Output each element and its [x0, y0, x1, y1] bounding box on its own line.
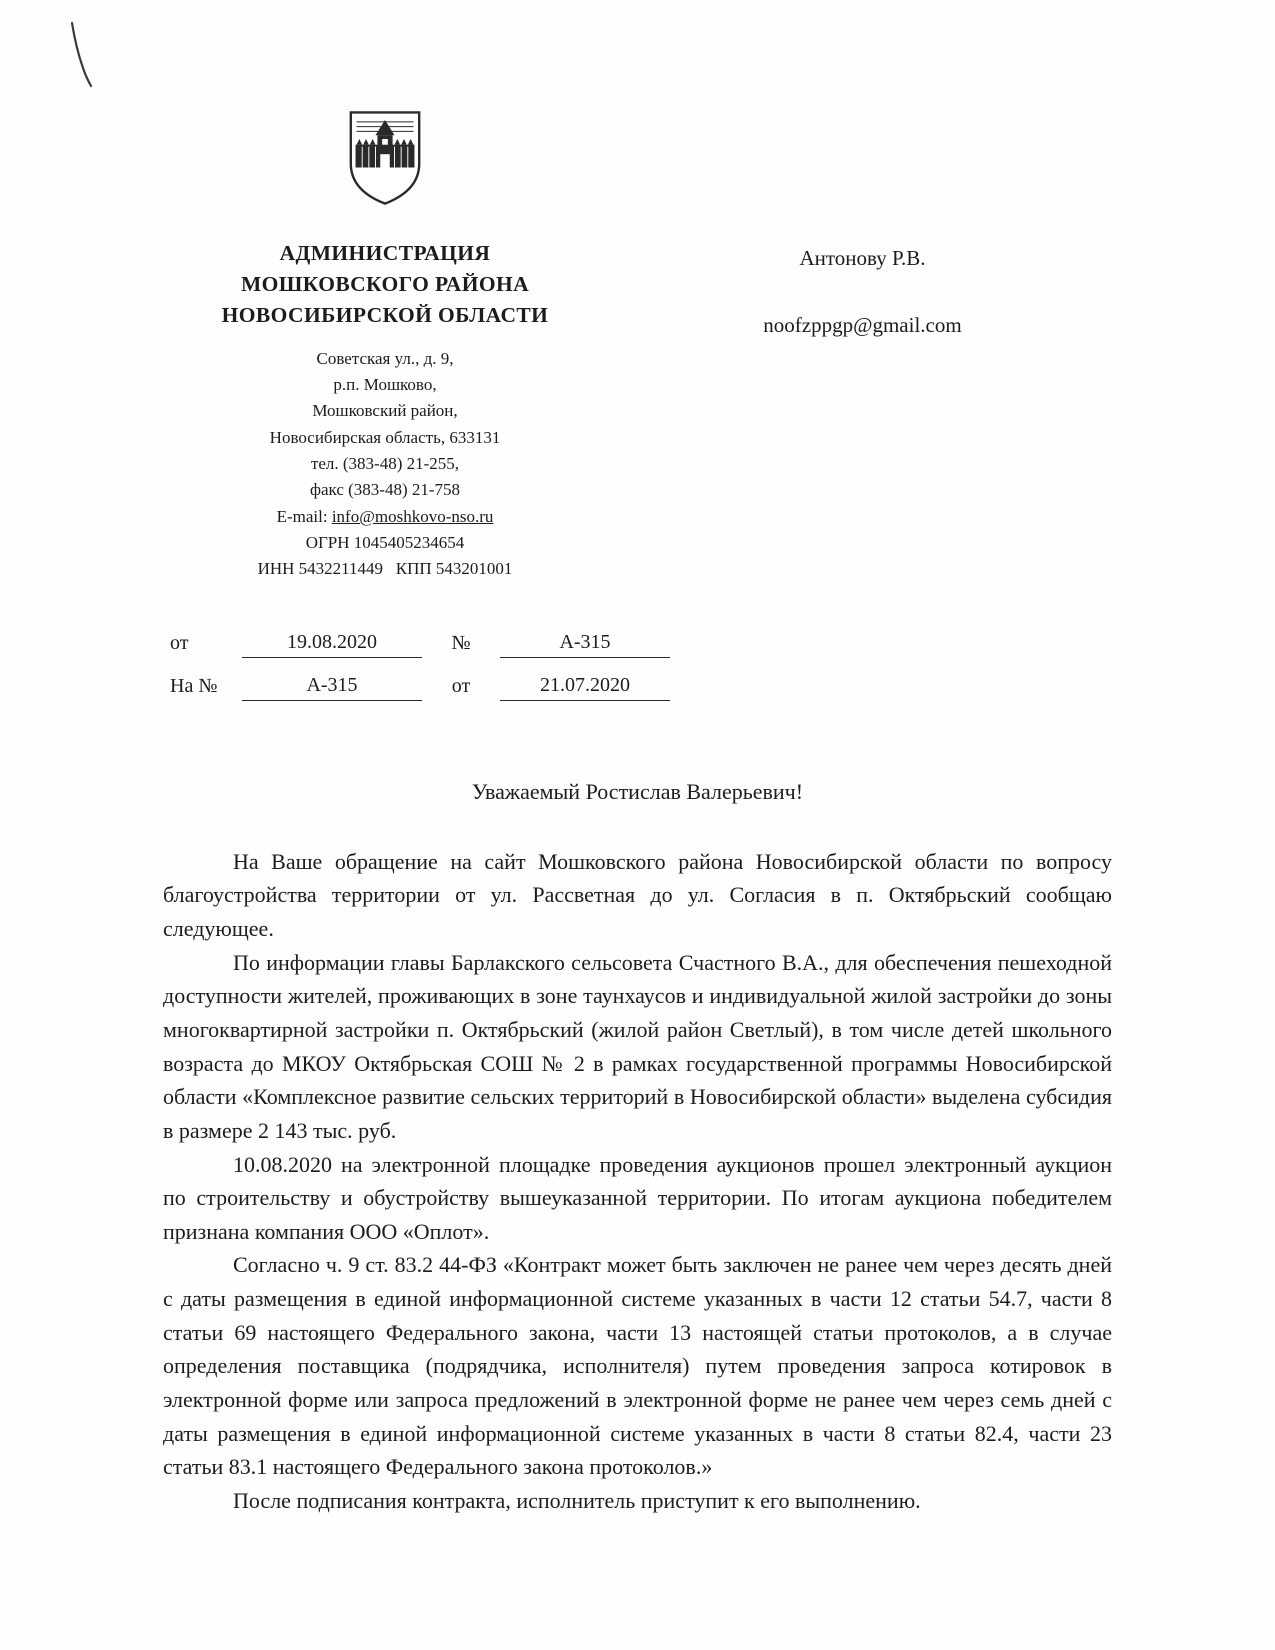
- body-paragraph: Согласно ч. 9 ст. 83.2 44-ФЗ «Контракт может быть заключен не ранее чем через десять дней с даты размещения в единой информационной системе указанных в части 12 статьи 54.7, части 8 статьи 69 настоящего Федерального закона, части 13 настоящей статьи протоколов, а в случае определения поставщика (подрядчика, исполнителя) путем проведения запроса котировок в электронной форме или запроса предложений в электронной форме не ранее чем через семь дней с даты размещения в единой информационной системе указанных в части 8 статьи 82.4, части 23 статьи 83.1 настоящего Федерального закона протоколов.»: [163, 1252, 1112, 1480]
- letter-body: [163, 845, 1112, 1518]
- org-name-line: АДМИНИСТРАЦИЯ: [279, 241, 491, 265]
- ref-from-label-2: от: [451, 674, 471, 697]
- reference-block: [170, 631, 1275, 701]
- recipient-email: noofzppgp@gmail.com: [763, 313, 962, 337]
- salutation: Уважаемый Ростислав Валерьевич!: [471, 778, 804, 804]
- org-name-line: МОШКОВСКОГО РАЙОНА: [240, 272, 530, 297]
- ref-outgoing-date: 19.08.2020: [242, 631, 422, 658]
- ref-number-label: №: [451, 631, 471, 654]
- organization-name: [170, 238, 600, 332]
- address-line: р.п. Мошково,: [333, 374, 437, 394]
- body-paragraph: На Ваше обращение на сайт Мошковского района Новосибирской области по вопросу благоустройства территории от ул. Рассветная до ул. Согласия в п. Октябрьский сообщаю следующее.: [163, 848, 1112, 941]
- address-line: Новосибирская область, 633131: [269, 427, 501, 447]
- pen-mark-artifact: [66, 20, 106, 95]
- ogrn-line: ОГРН 1045405234654: [305, 532, 465, 552]
- org-address-block: [170, 346, 600, 583]
- ref-incoming-date: 21.07.2020: [500, 674, 670, 701]
- org-email: info@moshkovo-nso.ru: [331, 506, 494, 526]
- body-paragraph: 10.08.2020 на электронной площадке проведения аукционов прошел электронный аукцион по строительству и обустройству вышеуказанной территории. По итогам аукциона победителем признана компания ООО «Оплот».: [163, 1151, 1112, 1244]
- letterhead: [0, 0, 1275, 583]
- address-line: Советская ул., д. 9,: [316, 348, 454, 368]
- body-paragraph: По информации главы Барлакского сельсовета Счастного В.А., для обеспечения пешеходной доступности жителей, проживающих в зоне таунхаусов и индивидуальной жилой застройки до зоны многоквартирной застройки п. Октябрьский (жилой район Светлый), в том числе детей школьного возраста до МКОУ Октябрьская СОШ № 2 в рамках государственной программы Новосибирской области «Комплексное развитие сельских территорий в Новосибирской области» выделена субсидия в размере 2 143 тыс. руб.: [163, 949, 1112, 1143]
- letterhead-left-column: [170, 108, 600, 583]
- ref-on-number-label: На №: [170, 674, 218, 697]
- org-email-line: [170, 504, 600, 530]
- org-name-line: НОВОСИБИРСКОЙ ОБЛАСТИ: [221, 303, 549, 328]
- address-line: Мошковский район,: [312, 401, 458, 421]
- coat-of-arms-icon: [347, 108, 423, 208]
- ref-incoming-number: А-315: [242, 674, 422, 701]
- body-paragraph: После подписания контракта, исполнитель приступит к его выполнению.: [233, 1488, 921, 1514]
- ref-outgoing-number: А-315: [500, 631, 670, 658]
- ref-from-label: от: [170, 631, 189, 654]
- email-label: E-mail:: [276, 506, 332, 526]
- recipient-block: [600, 108, 1125, 583]
- inn-kpp-line: ИНН 5432211449 КПП 543201001: [257, 559, 513, 579]
- recipient-name: Антонову Р.В.: [799, 246, 926, 270]
- address-line: тел. (383-48) 21-255,: [310, 453, 460, 473]
- address-line: факс (383-48) 21-758: [309, 480, 461, 500]
